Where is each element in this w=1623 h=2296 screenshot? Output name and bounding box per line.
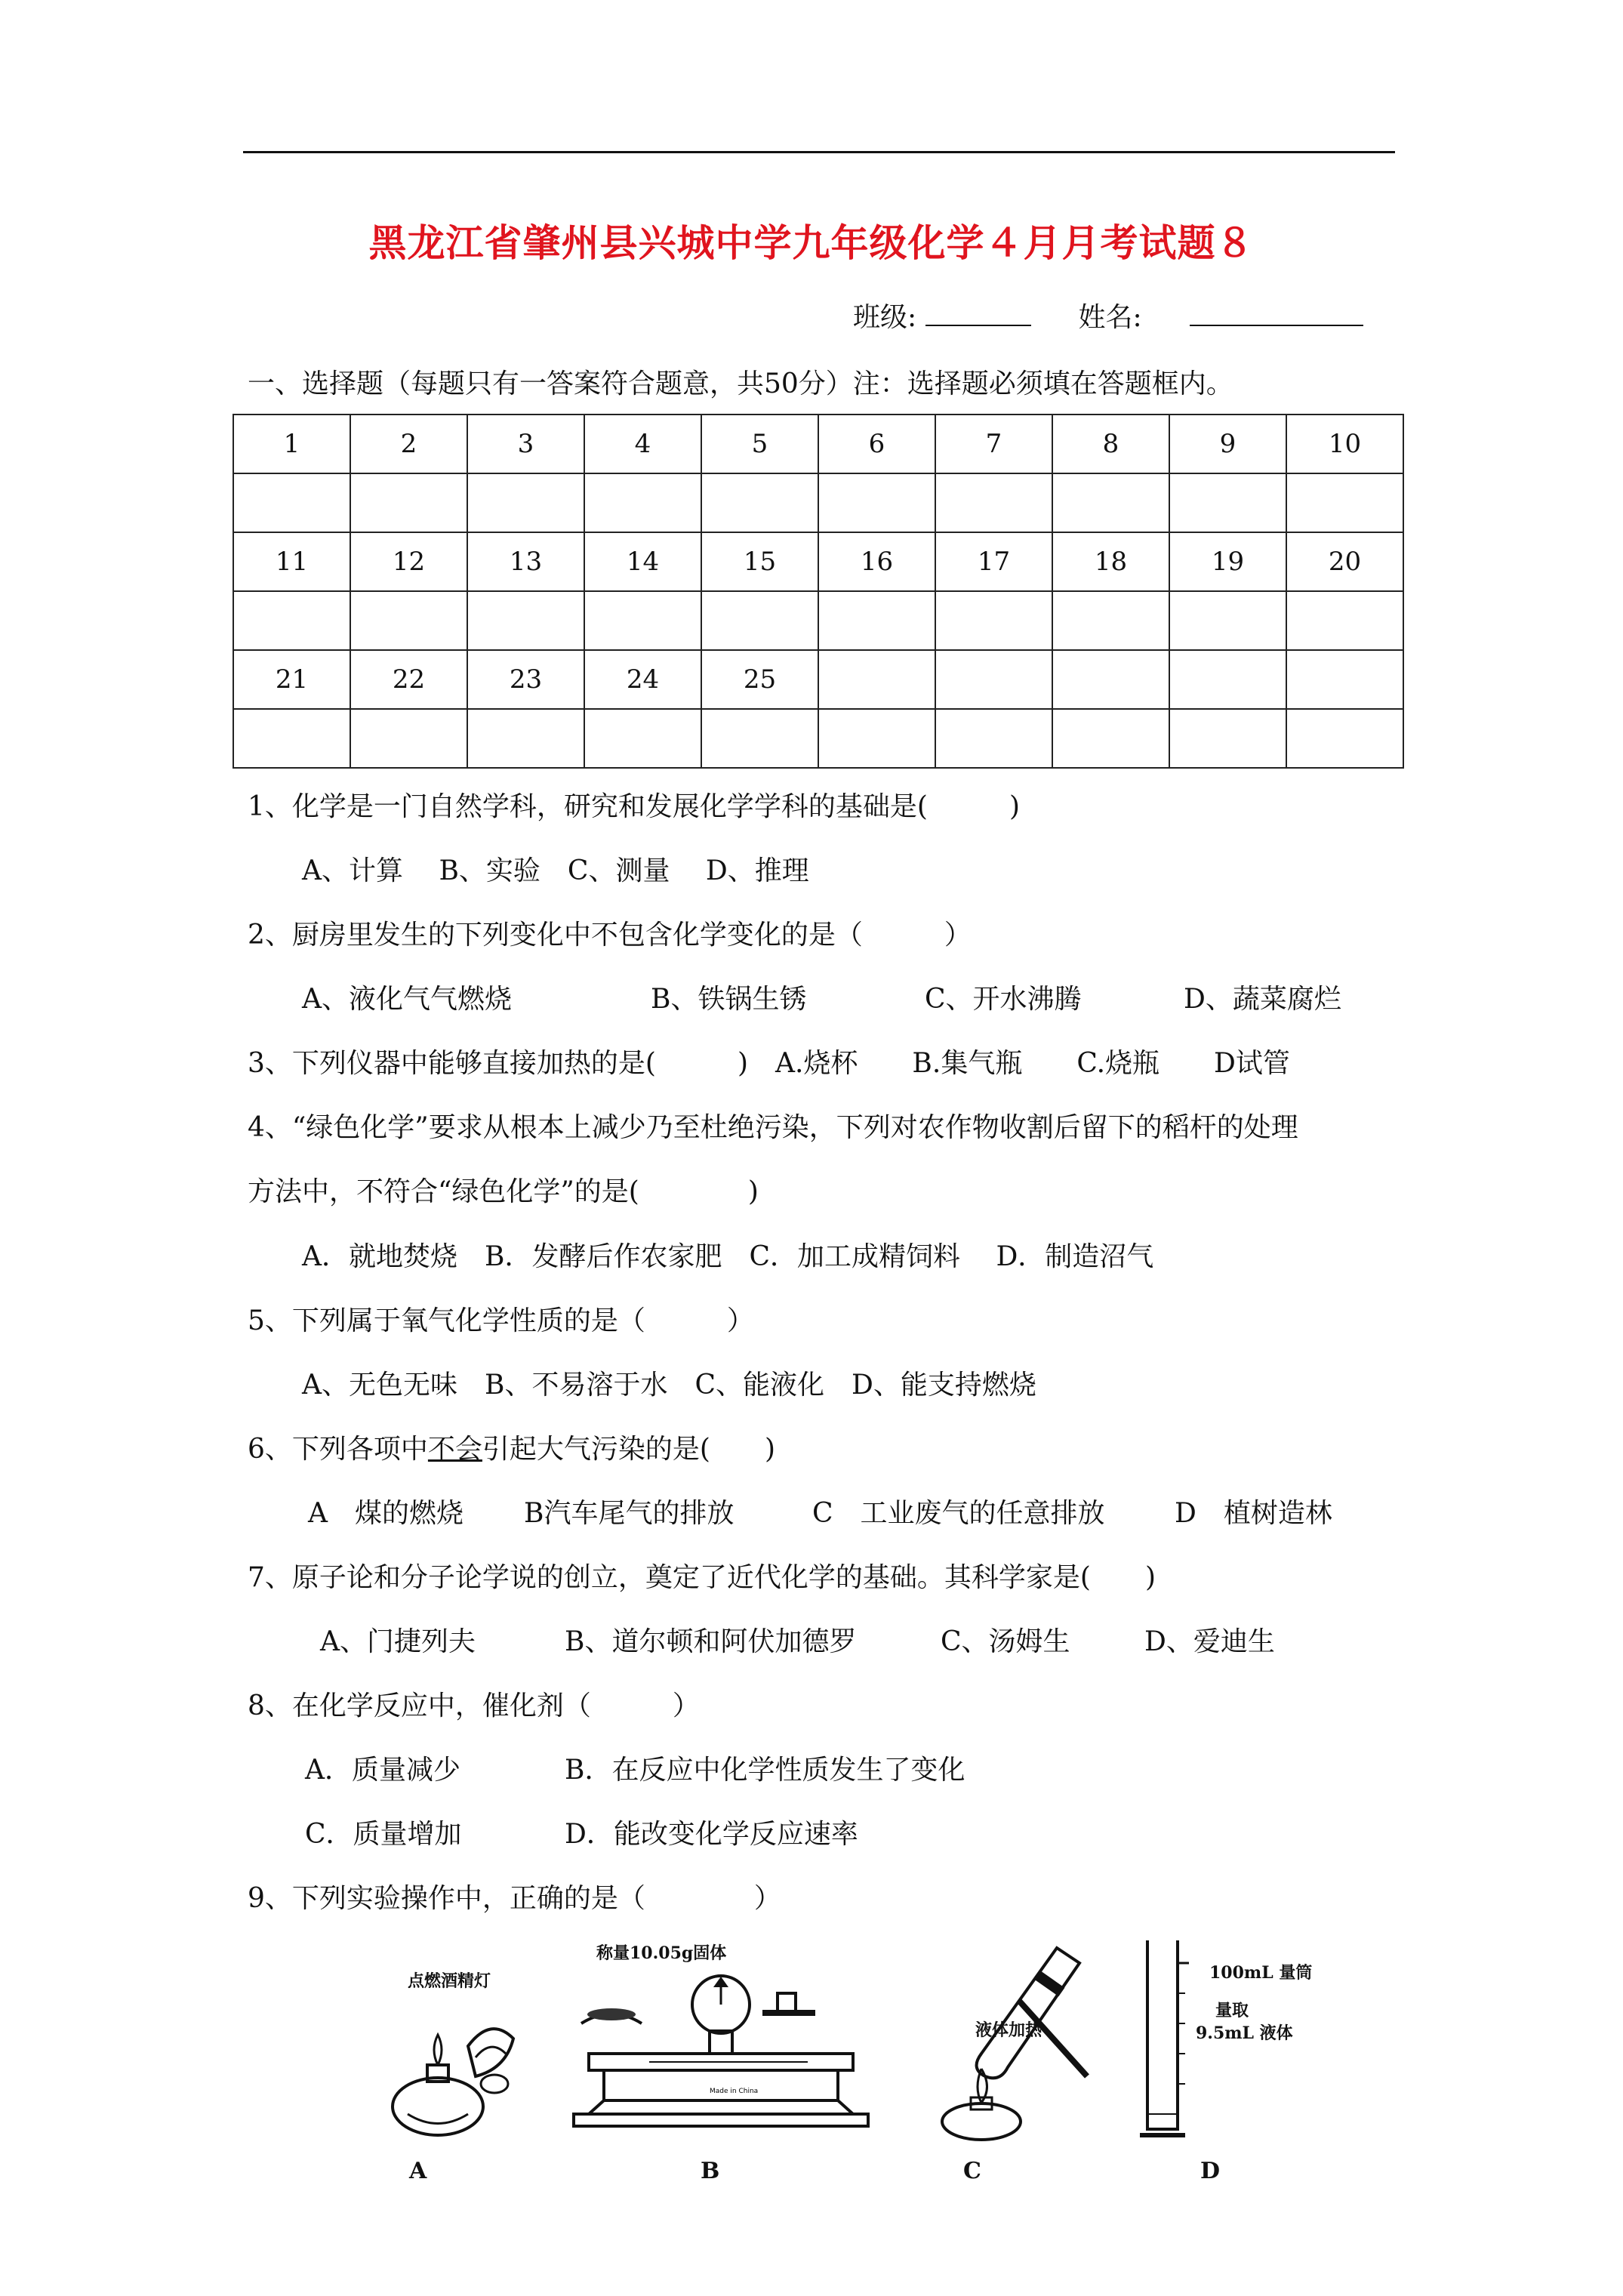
answer-number: 11: [233, 532, 350, 591]
answer-number: [935, 650, 1052, 709]
answer-number: [1169, 650, 1286, 709]
question-6-option-b: B汽车尾气的排放: [524, 1498, 735, 1529]
answer-number: 19: [1169, 532, 1286, 591]
question-6-option-a: A 煤的燃烧: [308, 1498, 463, 1529]
answer-cell[interactable]: [233, 473, 350, 532]
balance-icon: [559, 1963, 883, 2144]
answer-cell[interactable]: [1169, 473, 1286, 532]
answer-number: [818, 650, 935, 709]
answer-number: 20: [1286, 532, 1403, 591]
answer-number: 22: [350, 650, 467, 709]
answer-cell[interactable]: [350, 473, 467, 532]
answer-number: 7: [935, 415, 1052, 473]
answer-cell[interactable]: [584, 591, 701, 650]
question-7: 7、原子论和分子论学说的创立，奠定了近代化学的基础。其科学家是( ): [248, 1562, 1156, 1593]
question-4-line-1: 4、“绿色化学”要求从根本上减少乃至杜绝污染，下列对农作物收割后留下的稻杆的处理: [248, 1112, 1298, 1143]
answer-cell[interactable]: [935, 473, 1052, 532]
answer-number: 13: [467, 532, 584, 591]
header-rule: [243, 151, 1395, 153]
answer-number: 14: [584, 532, 701, 591]
answer-cell[interactable]: [1286, 473, 1403, 532]
name-blank[interactable]: [1190, 302, 1363, 326]
answer-cell[interactable]: [701, 709, 818, 768]
figure-c-label: C: [963, 2158, 981, 2184]
answer-cell[interactable]: [467, 473, 584, 532]
question-6-underlined: 不会: [427, 1434, 482, 1465]
answer-number-row: [233, 532, 1403, 591]
answer-cell[interactable]: [818, 473, 935, 532]
answer-cell[interactable]: [1052, 473, 1169, 532]
answer-cell[interactable]: [584, 473, 701, 532]
answer-number: 24: [584, 650, 701, 709]
question-5: 5、下列属于氧气化学性质的是（ ）: [248, 1305, 754, 1336]
answer-number: 9: [1169, 415, 1286, 473]
figure-d-caption-1: 100mL 量筒: [1209, 1963, 1313, 1983]
answer-number: 16: [818, 532, 935, 591]
figure-d-caption-2: 量取: [1215, 2001, 1249, 2020]
question-6: [248, 1428, 775, 1466]
student-info-line: [853, 296, 1363, 334]
answer-cell[interactable]: [233, 709, 350, 768]
figure-d-label: D: [1200, 2158, 1221, 2184]
name-label: 姓名:: [1078, 302, 1142, 333]
answer-blank-row: [233, 473, 1403, 532]
question-6-option-d: D 植树造林: [1175, 1498, 1332, 1529]
answer-cell[interactable]: [1169, 709, 1286, 768]
question-6-post: 引起大气污染的是( ): [482, 1434, 776, 1465]
answer-cell[interactable]: [701, 591, 818, 650]
figure-d-caption-3: 9.5mL 液体: [1196, 2023, 1293, 2043]
page-title: 黑龙江省肇州县兴城中学九年级化学４月月考试题８: [368, 220, 1255, 265]
answer-number: 18: [1052, 532, 1169, 591]
answer-number: 8: [1052, 415, 1169, 473]
question-2: 2、厨房里发生的下列变化中不包含化学变化的是（ ）: [248, 920, 972, 951]
answer-number: 15: [701, 532, 818, 591]
answer-number: 21: [233, 650, 350, 709]
answer-cell[interactable]: [935, 709, 1052, 768]
answer-cell[interactable]: [1286, 591, 1403, 650]
question-9: 9、下列实验操作中，正确的是（ ）: [248, 1883, 781, 1914]
question-8: 8、在化学反应中，催化剂（ ）: [248, 1690, 700, 1721]
answer-cell[interactable]: [1169, 591, 1286, 650]
answer-table: [233, 414, 1404, 769]
question-8-option-a: A．质量减少: [305, 1755, 460, 1786]
answer-cell[interactable]: [1052, 709, 1169, 768]
answer-number: 3: [467, 415, 584, 473]
answer-cell[interactable]: [935, 591, 1052, 650]
question-7-option-c: C、汤姆生: [941, 1626, 1070, 1657]
figure-c-caption: 液体加热: [975, 2020, 1042, 2040]
question-4-options: A．就地焚烧 B．发酵后作农家肥 C．加工成精饲料 D．制造沼气: [302, 1241, 1154, 1272]
figure-b-label: B: [701, 2158, 720, 2184]
answer-number: 23: [467, 650, 584, 709]
question-4-line-2: 方法中，不符合“绿色化学”的是( ): [248, 1176, 759, 1207]
question-8-option-b: B．在反应中化学性质发生了变化: [565, 1755, 965, 1786]
question-1: 1、化学是一门自然学科，研究和发展化学学科的基础是( ): [248, 791, 1020, 822]
balance-label: Made in China: [710, 2088, 759, 2095]
answer-number: 25: [701, 650, 818, 709]
answer-number: 10: [1286, 415, 1403, 473]
answer-number-row: [233, 650, 1403, 709]
figure-a-label: A: [409, 2158, 427, 2184]
class-label: 班级:: [853, 302, 917, 333]
alcohol-lamp-lighting-icon: [377, 1993, 528, 2144]
answer-number: 5: [701, 415, 818, 473]
answer-number: 4: [584, 415, 701, 473]
answer-number: 17: [935, 532, 1052, 591]
answer-number: 12: [350, 532, 467, 591]
question-5-options: A、无色无味 B、不易溶于水 C、能液化 D、能支持燃烧: [302, 1370, 1036, 1401]
answer-cell[interactable]: [467, 709, 584, 768]
question-1-options: A、计算 B、实验 C、测量 D、推理: [302, 855, 809, 886]
class-blank[interactable]: [925, 302, 1031, 326]
question-2-option-a: A、液化气气燃烧: [302, 984, 512, 1015]
question-6-option-c: C 工业废气的任意排放: [812, 1498, 1105, 1529]
question-2-option-b: B、铁锅生锈: [651, 984, 807, 1015]
answer-cell[interactable]: [1052, 591, 1169, 650]
answer-cell[interactable]: [1286, 709, 1403, 768]
graduated-cylinder-icon: [1132, 1933, 1200, 2144]
answer-cell[interactable]: [467, 591, 584, 650]
answer-number: 1: [233, 415, 350, 473]
answer-number: [1052, 650, 1169, 709]
section-heading: 一、选择题（每题只有一答案符合题意，共50分）注：选择题必须填在答题框内。: [248, 368, 1233, 399]
answer-cell[interactable]: [584, 709, 701, 768]
answer-number-row: [233, 415, 1403, 473]
answer-cell[interactable]: [350, 591, 467, 650]
question-7-option-d: D、爱迪生: [1144, 1626, 1275, 1657]
question-2-option-c: C、开水沸腾: [925, 984, 1082, 1015]
answer-cell[interactable]: [818, 709, 935, 768]
figure-a-caption: 点燃酒精灯: [408, 1971, 491, 1991]
question-7-option-a: A、门捷列夫: [320, 1626, 476, 1657]
answer-cell[interactable]: [233, 591, 350, 650]
answer-blank-row: [233, 709, 1403, 768]
question-3: 3、下列仪器中能够直接加热的是( ) A.烧杯 B.集气瓶 C.烧瓶 D试管: [248, 1048, 1290, 1079]
answer-cell[interactable]: [701, 473, 818, 532]
answer-number: 2: [350, 415, 467, 473]
answer-cell[interactable]: [818, 591, 935, 650]
question-8-option-d: D．能改变化学反应速率: [565, 1819, 858, 1850]
question-6-pre: 6、下列各项中: [248, 1434, 428, 1465]
question-7-option-b: B、道尔顿和阿伏加德罗: [565, 1626, 857, 1657]
question-2-option-d: D、蔬菜腐烂: [1184, 984, 1341, 1015]
figure-b-caption: 称量10.05g固体: [596, 1943, 727, 1963]
answer-number: [1286, 650, 1403, 709]
answer-blank-row: [233, 591, 1403, 650]
answer-cell[interactable]: [350, 709, 467, 768]
answer-number: 6: [818, 415, 935, 473]
question-8-option-c: C．质量增加: [305, 1819, 462, 1850]
